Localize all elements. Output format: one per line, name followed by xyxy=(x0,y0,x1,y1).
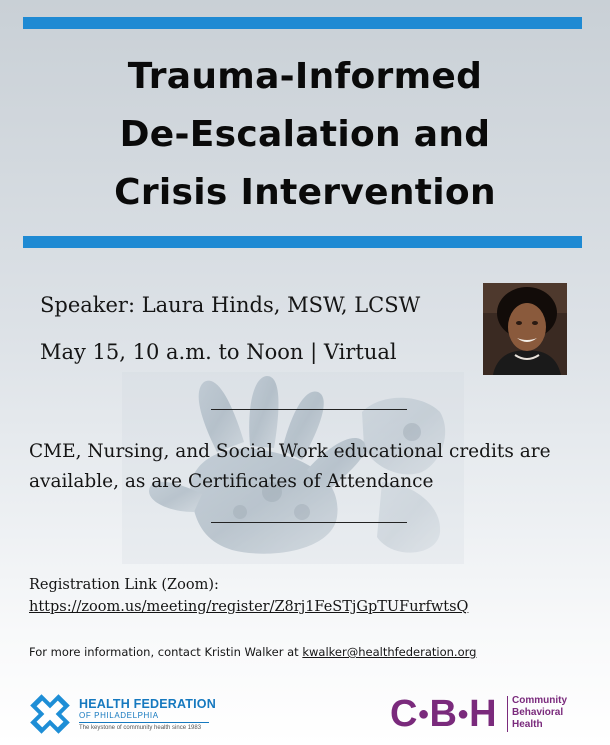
cbh-word-1: Community xyxy=(512,695,567,706)
hf-divider xyxy=(79,722,209,723)
title-line-2: De-Escalation and xyxy=(119,114,491,155)
cbh-letter-h: H xyxy=(469,693,497,735)
registration-label: Registration Link (Zoom): xyxy=(29,577,219,593)
speaker-photo xyxy=(483,283,567,375)
divider-line-top xyxy=(211,409,407,410)
health-federation-logo xyxy=(26,690,226,738)
cbh-divider xyxy=(507,696,508,732)
cbh-letter-c: C xyxy=(390,693,418,735)
contact-line xyxy=(29,645,476,659)
registration-link[interactable]: https://zoom.us/meeting/register/Z8rj1FeSTjGpTUFurfwtsQ xyxy=(29,599,469,615)
cbh-letters xyxy=(390,692,497,736)
contact-email-link[interactable]: kwalker@healthfederation.org xyxy=(302,645,477,659)
cbh-dot-1: ● xyxy=(417,703,430,725)
health-federation-cross-icon xyxy=(26,690,74,738)
date-line: May 15, 10 a.m. to Noon | Virtual xyxy=(40,340,397,364)
hf-tagline: The keystone of community health since 1983 xyxy=(79,725,202,731)
event-title xyxy=(0,48,610,222)
cbh-dot-2: ● xyxy=(457,703,470,725)
title-line-1: Trauma-Informed xyxy=(127,56,483,97)
title-line-3: Crisis Intervention xyxy=(114,172,496,213)
bottom-blue-rule xyxy=(23,236,582,248)
cbh-word-3: Health xyxy=(512,719,543,730)
cbh-letter-b: B xyxy=(429,693,457,735)
credits-text: CME, Nursing, and Social Work educational credits are available, as are Certificates of Attendance xyxy=(29,441,551,492)
cbh-logo xyxy=(390,692,590,736)
hf-subname: OF PHILADELPHIA xyxy=(79,711,159,720)
divider-line-bottom xyxy=(211,522,407,523)
contact-prefix: For more information, contact Kristin Walker at xyxy=(29,645,303,659)
top-blue-rule xyxy=(23,17,582,29)
cbh-word-2: Behavioral xyxy=(512,707,564,718)
speaker-line: Speaker: Laura Hinds, MSW, LCSW xyxy=(40,293,421,317)
hf-name: HEALTH FEDERATION xyxy=(79,697,216,711)
cbh-wordmark xyxy=(512,695,567,731)
